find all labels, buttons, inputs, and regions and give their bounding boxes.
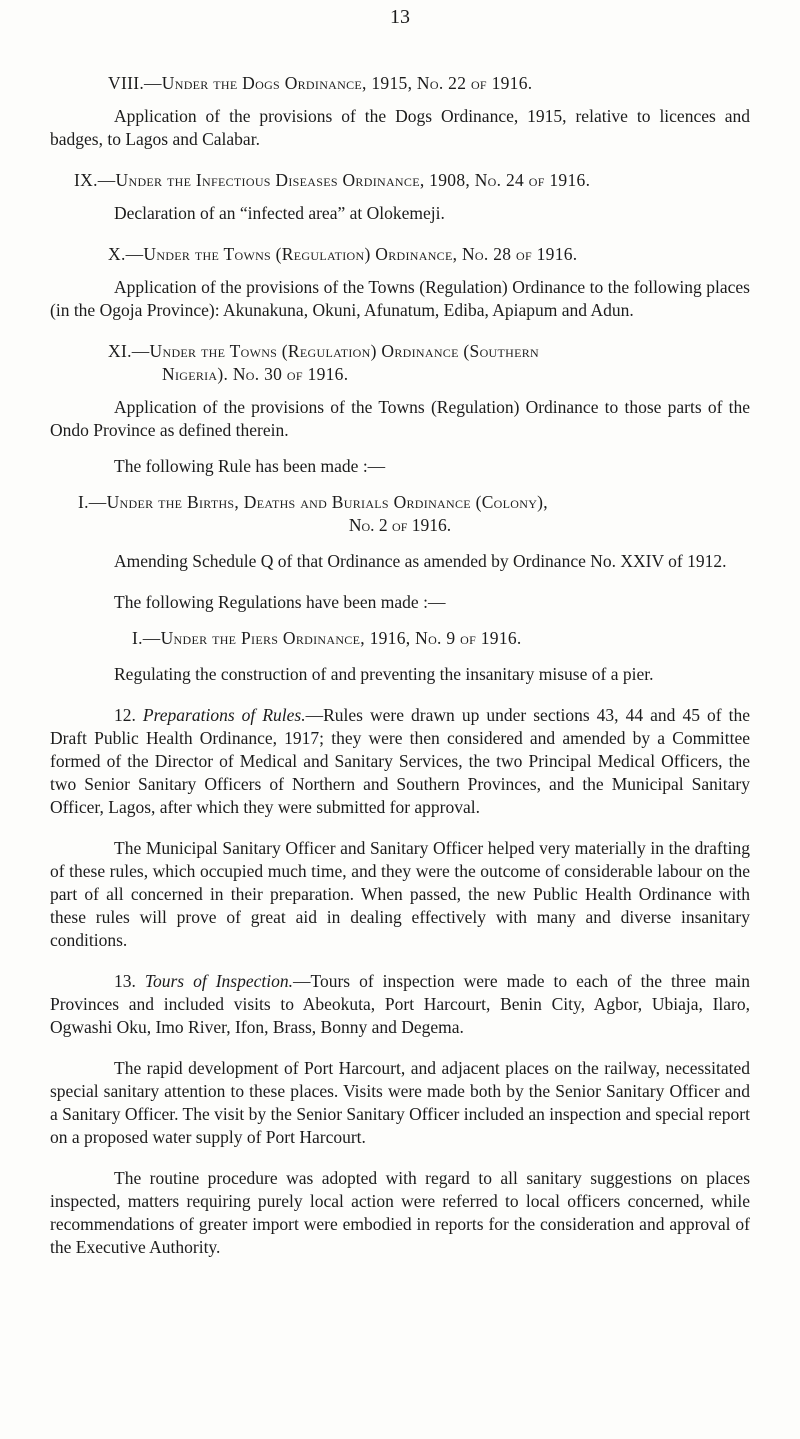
- regulation-1-title: Under the Piers Ordinance, 1916, No. 9 of 1916.: [160, 628, 522, 648]
- regulation-1-body: Regulating the construction of and preventing the insanitary misuse of a pier.: [114, 664, 654, 684]
- section-11-title-line1: Under the Towns (Regulation) Ordinance (Southern: [149, 341, 539, 361]
- section-10-heading: [50, 243, 750, 266]
- regulation-1-heading: [50, 627, 750, 650]
- paragraph-12b: The Municipal Sanitary Officer and Sanitary Officer helped very materially in the drafting of these rules, which occupied much time, and they were the outcome of considerable labour on the part of all concerned in their preparation. When passed, the new Public Health Ordinance with these rules will prove of great aid in dealing effectively with many and diverse insanitary conditions.: [50, 838, 750, 950]
- paragraph-12: [50, 704, 750, 819]
- rule-1-title-line1: Under the Births, Deaths and Burials Ordinance (Colony),: [106, 492, 548, 512]
- paragraph-13c: The routine procedure was adopted with regard to all sanitary suggestions on places inspected, matters requiring purely local action were referred to local officers concerned, while recommendations of greater import were embodied in reports for the consideration and approval of the Executive Authority.: [50, 1168, 750, 1257]
- paragraph-13-heading: Tours of Inspection.: [144, 971, 293, 991]
- page-number: 13: [390, 6, 410, 28]
- paragraph-13: [50, 970, 750, 1039]
- rule-1-heading: [50, 491, 750, 514]
- rule-intro: The following Rule has been made :—: [114, 456, 386, 476]
- rule-1-body: Amending Schedule Q of that Ordinance as amended by Ordinance No. XXIV of 1912.: [114, 551, 727, 571]
- paragraph-12-heading: Preparations of Rules.: [142, 705, 306, 725]
- paragraph-13-text: —Tours of inspection were made to each of the three main Provinces and included visits to Abeokuta, Port Harcourt, Benin City, Agbor, Ubiaja, Ilaro, Ogwashi Oku, Imo River, Ifon, Brass, Bonny and Degema.: [50, 971, 751, 1037]
- section-9-title: Under the Infectious Diseases Ordinance, 1908, No. 24 of 1916.: [115, 170, 591, 190]
- section-11-body: Application of the provisions of the Towns (Regulation) Ordinance to those parts of the Ondo Province as defined therein.: [50, 397, 750, 440]
- section-11-heading: [50, 340, 750, 363]
- paragraph-13-number: 13.: [114, 971, 136, 991]
- page-body: [50, 72, 750, 1259]
- section-8-title: Under the Dogs Ordinance, 1915, No. 22 of 1916.: [161, 73, 533, 93]
- rule-1-number: I.—: [78, 492, 107, 512]
- section-9-number: IX.—: [74, 170, 116, 190]
- regulations-intro: The following Regulations have been made :—: [114, 592, 446, 612]
- paragraph-12-number: 12.: [114, 705, 136, 725]
- section-8-number: VIII.—: [108, 73, 162, 93]
- section-9-body: Declaration of an “infected area” at Olokemeji.: [114, 203, 445, 223]
- section-11-title-line2: Nigeria). No. 30 of 1916.: [162, 364, 349, 384]
- rule-1-title-line2: No. 2 of 1916.: [348, 515, 452, 535]
- section-10-title: Under the Towns (Regulation) Ordinance, No. 28 of 1916.: [143, 244, 578, 264]
- regulation-1-number: I.—: [132, 628, 161, 648]
- section-8-heading: [50, 72, 750, 95]
- section-10-body: Application of the provisions of the Towns (Regulation) Ordinance to the following places (in the Ogoja Province): Akunakuna, Okuni, Afunatum, Ediba, Apiapum and Adun.: [50, 277, 750, 320]
- paragraph-13b: The rapid development of Port Harcourt, and adjacent places on the railway, necessitated special sanitary attention to these places. Visits were made both by the Senior Sanitary Officer and a Sanitary Officer. The visit by the Senior Sanitary Officer included an inspection and special report on a proposed water supply of Port Harcourt.: [50, 1058, 750, 1147]
- section-9-heading: [50, 169, 750, 192]
- section-10-number: X.—: [108, 244, 144, 264]
- section-11-number: XI.—: [108, 341, 150, 361]
- section-8-body: Application of the provisions of the Dogs Ordinance, 1915, relative to licences and badges, to Lagos and Calabar.: [50, 106, 750, 149]
- paragraph-12-text: —Rules were drawn up under sections 43, 44 and 45 of the Draft Public Health Ordinance, 1917; they were then considered and amended by a Committee formed of the Director of Medical and Sanitary Services, the two Principal Medical Officers, the two Senior Sanitary Officers of Northern and Southern Provinces, and the Municipal Sanitary Officer, Lagos, after which they were submitted for approval.: [50, 705, 750, 817]
